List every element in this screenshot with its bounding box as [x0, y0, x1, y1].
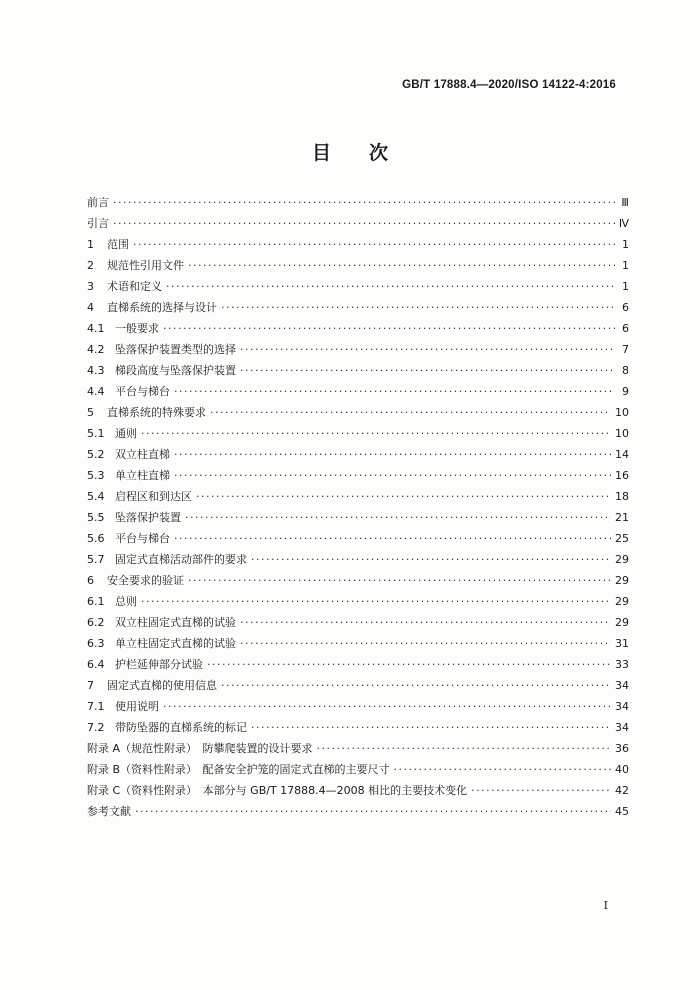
toc-entry-page: 36: [615, 742, 629, 755]
toc-entry-label: 术语和定义: [107, 280, 162, 293]
toc-entry-page: 34: [615, 700, 629, 713]
toc-entry-label: 前言: [87, 196, 109, 209]
toc-entry-page: 34: [615, 721, 629, 734]
toc-entry-label: 平台与梯台: [115, 385, 170, 398]
toc-entry[interactable]: [87, 194, 629, 215]
toc-entry-number: 4.4: [87, 385, 105, 398]
toc-entry[interactable]: [87, 698, 629, 719]
toc-entry-number: 7: [87, 679, 94, 692]
toc-entry-label: 附录 C（资料性附录） 本部分与 GB/T 17888.4—2008 相比的主要技术变化: [87, 784, 468, 797]
toc-entry-number: 5.6: [87, 532, 105, 545]
dot-leader: [221, 301, 615, 314]
dot-leader: [210, 406, 611, 419]
toc-entry-page: 34: [615, 679, 629, 692]
dot-leader: [135, 805, 611, 818]
dot-leader: [240, 637, 611, 650]
toc-entry-page: 7: [622, 343, 629, 356]
toc-entry-number: 5.4: [87, 490, 105, 503]
dot-leader: [113, 196, 615, 209]
page-number: I: [603, 899, 608, 912]
toc-entry-label: 一般要求: [115, 322, 159, 335]
toc-entry-label: 规范性引用文件: [107, 259, 184, 272]
toc-entry[interactable]: [87, 425, 629, 446]
toc-entry[interactable]: [87, 488, 629, 509]
table-of-contents: [87, 194, 629, 824]
toc-entry-label: 范围: [107, 238, 129, 251]
toc-entry[interactable]: [87, 278, 629, 299]
dot-leader: [174, 448, 611, 461]
dot-leader: [251, 553, 611, 566]
toc-entry-number: 3: [87, 280, 94, 293]
toc-entry[interactable]: [87, 257, 629, 278]
toc-entry[interactable]: [87, 362, 629, 383]
toc-entry-label: 总则: [115, 595, 137, 608]
toc-entry-page: 6: [622, 301, 629, 314]
toc-entry-page: 1: [622, 238, 629, 251]
toc-entry[interactable]: [87, 299, 629, 320]
toc-entry-number: 7.2: [87, 721, 105, 734]
toc-entry-page: 42: [615, 784, 629, 797]
toc-entry[interactable]: [87, 719, 629, 740]
toc-entry-label: 启程区和到达区: [115, 490, 192, 503]
toc-entry-page: 9: [622, 385, 629, 398]
dot-leader: [471, 784, 611, 797]
toc-entry[interactable]: [87, 593, 629, 614]
toc-entry-label: 安全要求的验证: [107, 574, 184, 587]
toc-entry[interactable]: [87, 509, 629, 530]
dot-leader: [188, 259, 615, 272]
dot-leader: [174, 532, 611, 545]
dot-leader: [240, 364, 615, 377]
toc-entry-page: 21: [615, 511, 629, 524]
toc-entry-label: 固定式直梯的使用信息: [107, 679, 217, 692]
toc-entry-page: 25: [615, 532, 629, 545]
toc-entry-label: 参考文献: [87, 805, 131, 818]
dot-leader: [240, 616, 611, 629]
dot-leader: [141, 427, 611, 440]
dot-leader: [163, 700, 611, 713]
toc-entry-page: Ⅲ: [621, 196, 629, 209]
standard-code: GB/T 17888.4—2020/ISO 14122-4:2016: [402, 79, 616, 91]
toc-entry[interactable]: [87, 803, 629, 824]
toc-entry-number: 6.2: [87, 616, 105, 629]
toc-entry-number: 1: [87, 238, 94, 251]
toc-entry-label: 梯段高度与坠落保护装置: [115, 364, 236, 377]
toc-entry-number: 6.1: [87, 595, 105, 608]
toc-entry[interactable]: [87, 341, 629, 362]
toc-entry-number: 5.3: [87, 469, 105, 482]
toc-entry-number: 6.4: [87, 658, 105, 671]
dot-leader: [113, 217, 615, 230]
toc-entry-label: 带防坠器的直梯系统的标记: [115, 721, 247, 734]
toc-entry-page: 29: [615, 595, 629, 608]
toc-entry-page: 33: [615, 658, 629, 671]
toc-title: 目次: [311, 142, 426, 164]
dot-leader: [163, 322, 615, 335]
toc-entry[interactable]: [87, 404, 629, 425]
dot-leader: [240, 343, 615, 356]
toc-entry-page: 6: [622, 322, 629, 335]
dot-leader: [141, 595, 611, 608]
toc-entry-number: 6: [87, 574, 94, 587]
toc-entry-page: 45: [615, 805, 629, 818]
toc-entry-number: 2: [87, 259, 94, 272]
toc-entry-page: 10: [615, 427, 629, 440]
toc-entry-number: 5.2: [87, 448, 105, 461]
toc-entry-page: 1: [622, 280, 629, 293]
toc-entry-label: 双立柱直梯: [115, 448, 170, 461]
toc-entry-page: 1: [622, 259, 629, 272]
toc-entry-page: 31: [615, 637, 629, 650]
toc-entry-label: 附录 B（资料性附录） 配备安全护笼的固定式直梯的主要尺寸: [87, 763, 390, 776]
toc-entry-number: 4.1: [87, 322, 105, 335]
toc-entry[interactable]: [87, 761, 629, 782]
toc-entry-page: 29: [615, 574, 629, 587]
dot-leader: [166, 280, 615, 293]
toc-entry-number: 6.3: [87, 637, 105, 650]
dot-leader: [207, 658, 611, 671]
toc-entry-label: 直梯系统的特殊要求: [107, 406, 206, 419]
toc-entry-label: 附录 A（规范性附录） 防攀爬装置的设计要求: [87, 742, 313, 755]
dot-leader: [188, 574, 611, 587]
toc-entry[interactable]: [87, 614, 629, 635]
toc-entry-page: 16: [615, 469, 629, 482]
toc-entry-label: 固定式直梯活动部件的要求: [115, 553, 247, 566]
dot-leader: [185, 511, 611, 524]
toc-entry[interactable]: [87, 446, 629, 467]
toc-entry[interactable]: [87, 530, 629, 551]
toc-entry[interactable]: [87, 551, 629, 572]
toc-entry-page: 29: [615, 553, 629, 566]
toc-entry-number: 4.2: [87, 343, 105, 356]
toc-entry[interactable]: [87, 782, 629, 803]
dot-leader: [196, 490, 611, 503]
toc-entry-page: 18: [615, 490, 629, 503]
toc-entry-label: 通则: [115, 427, 137, 440]
toc-entry[interactable]: [87, 740, 629, 761]
toc-entry-label: 坠落保护装置类型的选择: [115, 343, 236, 356]
toc-entry-page: 14: [615, 448, 629, 461]
dot-leader: [221, 679, 611, 692]
dot-leader: [317, 742, 611, 755]
toc-entry-label: 使用说明: [115, 700, 159, 713]
toc-entry-number: 4: [87, 301, 94, 314]
toc-entry[interactable]: [87, 677, 629, 698]
toc-entry-page: 10: [615, 406, 629, 419]
dot-leader: [394, 763, 611, 776]
toc-entry[interactable]: [87, 215, 629, 236]
toc-entry-number: 5.5: [87, 511, 105, 524]
toc-entry-number: 5.1: [87, 427, 105, 440]
toc-entry-number: 5.7: [87, 553, 105, 566]
toc-entry-number: 5: [87, 406, 94, 419]
toc-entry-label: 护栏延伸部分试验: [115, 658, 203, 671]
dot-leader: [174, 385, 615, 398]
dot-leader: [251, 721, 611, 734]
toc-entry-label: 单立柱固定式直梯的试验: [115, 637, 236, 650]
toc-entry-page: 8: [622, 364, 629, 377]
toc-entry[interactable]: [87, 383, 629, 404]
toc-entry-label: 坠落保护装置: [115, 511, 181, 524]
toc-entry[interactable]: [87, 467, 629, 488]
toc-entry[interactable]: [87, 656, 629, 677]
toc-entry[interactable]: [87, 635, 629, 656]
dot-leader: [174, 469, 611, 482]
toc-entry-label: 单立柱直梯: [115, 469, 170, 482]
dot-leader: [133, 238, 615, 251]
toc-entry-number: 7.1: [87, 700, 105, 713]
toc-entry-page: 29: [615, 616, 629, 629]
toc-entry-label: 直梯系统的选择与设计: [107, 301, 217, 314]
toc-entry-page: Ⅳ: [618, 217, 629, 230]
toc-entry-label: 双立柱固定式直梯的试验: [115, 616, 236, 629]
toc-entry-page: 40: [615, 763, 629, 776]
toc-entry[interactable]: [87, 572, 629, 593]
toc-entry-label: 平台与梯台: [115, 532, 170, 545]
toc-entry-number: 4.3: [87, 364, 105, 377]
toc-entry[interactable]: [87, 320, 629, 341]
toc-entry-label: 引言: [87, 217, 109, 230]
toc-entry[interactable]: [87, 236, 629, 257]
